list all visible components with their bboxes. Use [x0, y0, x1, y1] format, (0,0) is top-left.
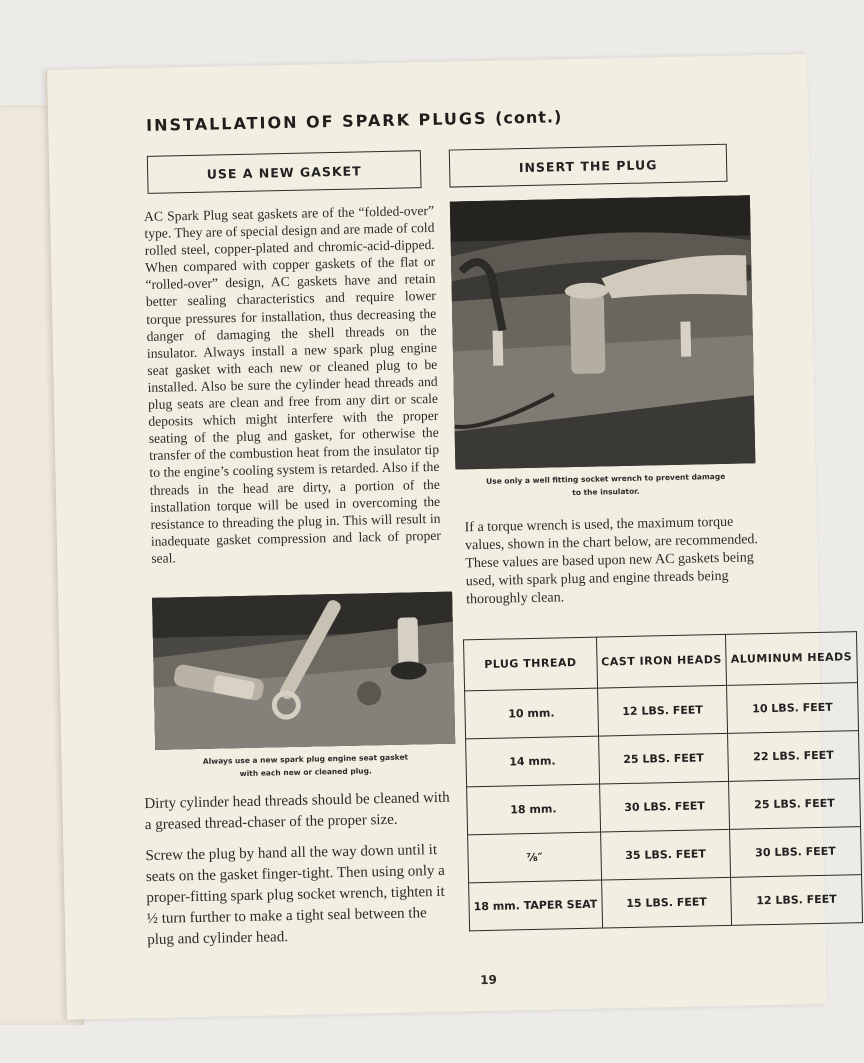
- gasket-photo-image: [152, 592, 455, 750]
- table-cell: 12 LBS. FEET: [597, 685, 728, 736]
- table-cell: 18 mm.: [467, 784, 601, 835]
- table-cell: 10 LBS. FEET: [727, 683, 858, 734]
- document-page: [46, 54, 853, 1020]
- table-cell: 22 LBS. FEET: [728, 731, 859, 782]
- thread-cleaning-paragraph: Dirty cylinder head threads should be cleaned with a greased thread-chaser of the proper size.: [144, 789, 450, 834]
- section-heading-gasket: [147, 150, 422, 194]
- screw-plug-paragraph: Screw the plug by hand all the way down until it seats on the gasket finger-tight. Then using only a proper-fitting spark plug socket wrench, tighten it ½ turn further to make a tight seal between the plug and cylinder head.: [145, 841, 445, 949]
- table-cell: 14 mm.: [466, 736, 600, 787]
- table-cell: 35 LBS. FEET: [600, 829, 731, 880]
- torque-paragraph: If a torque wrench is used, the maximum torque values, shown in the chart below, are recommended. These values are based upon new AC gaskets being used, with spark plug and engine threads being thoroughly clean.: [464, 514, 759, 608]
- gasket-photo: [152, 592, 455, 750]
- table-cell: 25 LBS. FEET: [729, 779, 860, 830]
- page-title: [146, 107, 563, 135]
- table-row: [468, 827, 862, 883]
- gasket-photo-caption: [155, 750, 455, 782]
- socket-caption-line-1: Use only a well fitting socket wrench to prevent damage: [485, 471, 726, 486]
- socket-wrench-photo-image: [450, 195, 756, 469]
- section-heading-gasket-label: USE A NEW GASKET: [206, 162, 362, 182]
- table-cell: 10 mm.: [465, 688, 599, 739]
- table-row: [469, 875, 863, 931]
- table-row: [467, 779, 861, 835]
- table-header-row: [464, 632, 858, 691]
- table-row: [465, 683, 859, 739]
- table-cell: 30 LBS. FEET: [730, 827, 861, 878]
- torque-table: [463, 631, 863, 931]
- table-cell: 15 LBS. FEET: [601, 877, 732, 928]
- table-cell: 18 mm. TAPER SEAT: [469, 880, 603, 931]
- table-cell: 12 LBS. FEET: [731, 875, 862, 926]
- gasket-caption-line-2: with each new or cleaned plug.: [239, 766, 372, 779]
- table-header: CAST IRON HEADS: [596, 634, 727, 688]
- page-title-cont: (cont.): [494, 107, 563, 128]
- table-row: [466, 731, 860, 787]
- section-heading-insert-label: INSERT THE PLUG: [518, 156, 658, 175]
- socket-wrench-photo: [450, 195, 756, 469]
- table-header: PLUG THREAD: [464, 637, 598, 691]
- table-cell: ⅞″: [468, 832, 602, 883]
- section-heading-insert: [449, 144, 728, 188]
- page-title-main: INSTALLATION OF SPARK PLUGS: [145, 108, 488, 135]
- page-number: 19: [480, 972, 498, 988]
- table-cell: 30 LBS. FEET: [599, 781, 730, 832]
- gasket-paragraph: AC Spark Plug seat gaskets are of the “folded-over” type. They are of special design and are made of cold rolled steel, copper-plated and chromic-acid-dipped. When compared with copper gaskets of the flat or “rolled-over” design, AC gaskets have and retain better sealing characteristics and require lower torque pressures for installation, thus decreasing the danger of damaging the shell threads on the insulator. Always install a new spark plug engine seat gasket with each new or cleaned plug to be installed. Also be sure the cylinder head threads and plug seats are clean and free from any dirt or scale deposits which might interfere with the proper seating of the plug and gasket, for otherwise the transfer of the combustion heat from the insulator tip to the engine’s cooling system is retarded. Also if the threads in the head are dirty, a portion of the installation torque will be used in overcoming the resistance to threading the plug in. This will result in inadequate gasket compression and lack of proper seal.: [143, 202, 441, 566]
- table-cell: 25 LBS. FEET: [598, 733, 729, 784]
- socket-wrench-photo-caption: [456, 469, 756, 501]
- socket-caption-line-2: to the insulator.: [572, 486, 640, 498]
- table-header: ALUMINUM HEADS: [726, 632, 857, 686]
- gasket-caption-line-1: Always use a new spark plug engine seat gasket: [202, 752, 409, 766]
